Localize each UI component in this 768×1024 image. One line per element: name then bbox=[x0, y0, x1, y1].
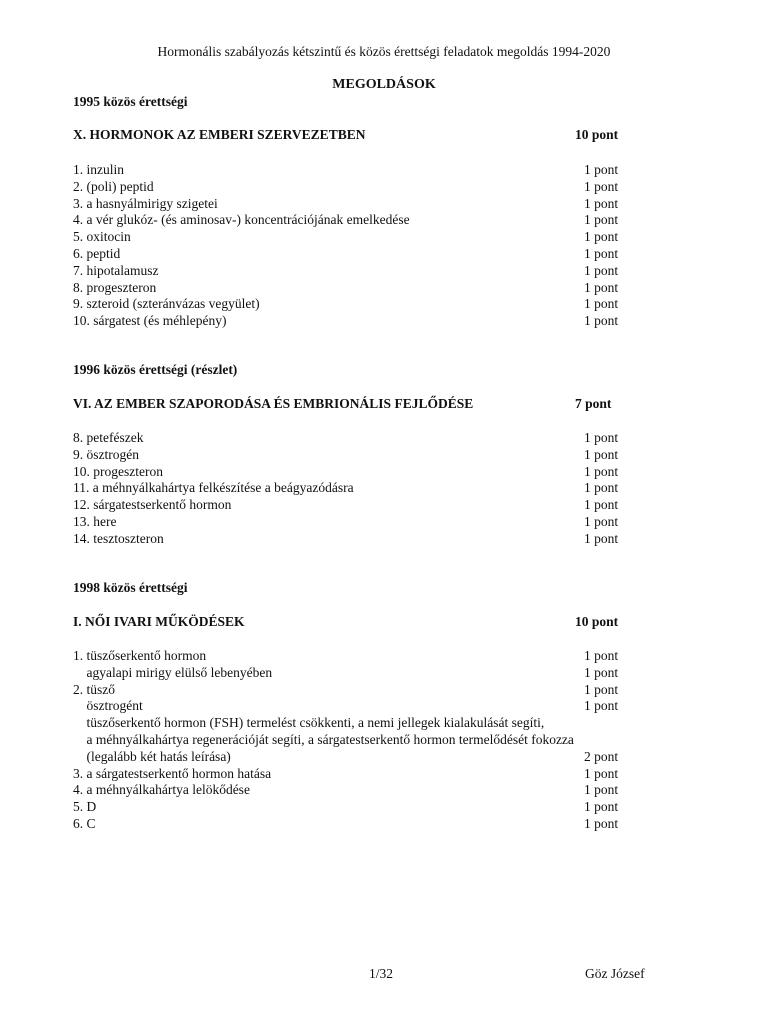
answer-points: 1 pont bbox=[584, 799, 619, 815]
answer-points: 1 pont bbox=[584, 497, 619, 513]
answer-points: 1 pont bbox=[584, 514, 619, 529]
answer-item: 9. ösztrogén bbox=[73, 446, 139, 462]
answer-item: 13. here bbox=[73, 514, 117, 529]
answer-item: 6. peptid bbox=[73, 246, 121, 261]
answer-points: 1 pont bbox=[584, 664, 619, 680]
section-year: 1995 közös érettségi bbox=[73, 94, 188, 109]
answer-points: 1 pont bbox=[584, 530, 619, 546]
answer-item: 5. D bbox=[73, 799, 97, 815]
answer-item: 10. progeszteron bbox=[73, 463, 163, 479]
answer-item: 7. hipotalamusz bbox=[73, 262, 159, 278]
section-heading: I. NŐI IVARI MŰKÖDÉSEK bbox=[73, 614, 245, 629]
answer-points: 1 pont bbox=[584, 178, 619, 194]
answer-item: 4. a méhnyálkahártya lelökődése bbox=[73, 782, 250, 798]
answer-item: 10. sárgatest (és méhlepény) bbox=[73, 313, 227, 329]
answer-points: 1 pont bbox=[584, 262, 619, 278]
answer-points: 1 pont bbox=[584, 195, 619, 211]
answer-points: 2 pont bbox=[584, 748, 619, 764]
answer-item: 2. tüsző bbox=[73, 681, 115, 697]
page-header: Hormonális szabályozás kétszintű és közös érettségi feladatok megoldás 1994-2020 bbox=[157, 44, 611, 59]
answer-item: 5. oxitocin bbox=[73, 229, 131, 245]
answer-item: 3. a hasnyálmirigy szigetei bbox=[73, 195, 218, 211]
answer-points: 1 pont bbox=[584, 446, 619, 462]
answer-points: 1 pont bbox=[584, 648, 619, 663]
answer-points: 1 pont bbox=[584, 430, 619, 445]
answer-points: 1 pont bbox=[584, 229, 619, 245]
answer-item: a méhnyálkahártya regenerációját segíti, a sárgatestserkentő hormon termelődését fokozza bbox=[73, 732, 574, 747]
answer-points: 1 pont bbox=[584, 296, 619, 312]
section-year: 1996 közös érettségi (részlet) bbox=[73, 362, 238, 377]
section-year: 1998 közös érettségi bbox=[73, 580, 188, 595]
section-heading: X. HORMONOK AZ EMBERI SZERVEZETBEN bbox=[73, 127, 366, 142]
answer-item: 1. tüszőserkentő hormon bbox=[73, 648, 207, 663]
answer-points: 1 pont bbox=[584, 681, 619, 697]
answer-item: 11. a méhnyálkahártya felkészítése a beágyazódásra bbox=[73, 480, 354, 496]
answer-points: 1 pont bbox=[584, 698, 619, 714]
answer-item: 3. a sárgatestserkentő hormon hatása bbox=[73, 765, 272, 781]
answer-item: 14. tesztoszteron bbox=[73, 530, 164, 546]
page-title: MEGOLDÁSOK bbox=[332, 77, 436, 92]
footer-author: Göz József bbox=[585, 966, 645, 981]
answer-item: 4. a vér glukóz- (és aminosav-) koncentrációjának emelkedése bbox=[73, 212, 410, 228]
answer-item: 8. progeszteron bbox=[73, 279, 157, 295]
section-points: 10 pont bbox=[575, 614, 619, 629]
answer-points: 1 pont bbox=[584, 313, 619, 329]
answer-points: 1 pont bbox=[584, 782, 619, 798]
section-points: 10 pont bbox=[575, 127, 619, 142]
answer-points: 1 pont bbox=[584, 246, 619, 261]
answer-item: (legalább két hatás leírása) bbox=[73, 748, 231, 764]
answer-item: 1. inzulin bbox=[73, 162, 124, 177]
answer-points: 1 pont bbox=[584, 816, 619, 831]
answer-points: 1 pont bbox=[584, 480, 619, 496]
section-heading: VI. AZ EMBER SZAPORODÁSA ÉS EMBRIONÁLIS FEJLŐDÉSE bbox=[73, 396, 474, 411]
answer-item: 9. szteroid (szteránvázas vegyület) bbox=[73, 296, 260, 312]
answer-item: ösztrogént bbox=[73, 698, 143, 714]
section-points: 7 pont bbox=[575, 396, 612, 411]
answer-points: 1 pont bbox=[584, 212, 619, 228]
answer-points: 1 pont bbox=[584, 765, 619, 781]
answer-item: agyalapi mirigy elülső lebenyében bbox=[73, 664, 273, 680]
answer-item: 12. sárgatestserkentő hormon bbox=[73, 497, 232, 513]
answer-item: tüszőserkentő hormon (FSH) termelést csökkenti, a nemi jellegek kialakulását segíti, bbox=[73, 715, 545, 731]
answer-item: 8. petefészek bbox=[73, 430, 144, 445]
answer-points: 1 pont bbox=[584, 463, 619, 479]
answer-item: 6. C bbox=[73, 816, 96, 831]
answer-points: 1 pont bbox=[584, 162, 619, 177]
answer-points: 1 pont bbox=[584, 279, 619, 295]
answer-item: 2. (poli) peptid bbox=[73, 178, 154, 194]
page-number: 1/32 bbox=[369, 966, 394, 981]
